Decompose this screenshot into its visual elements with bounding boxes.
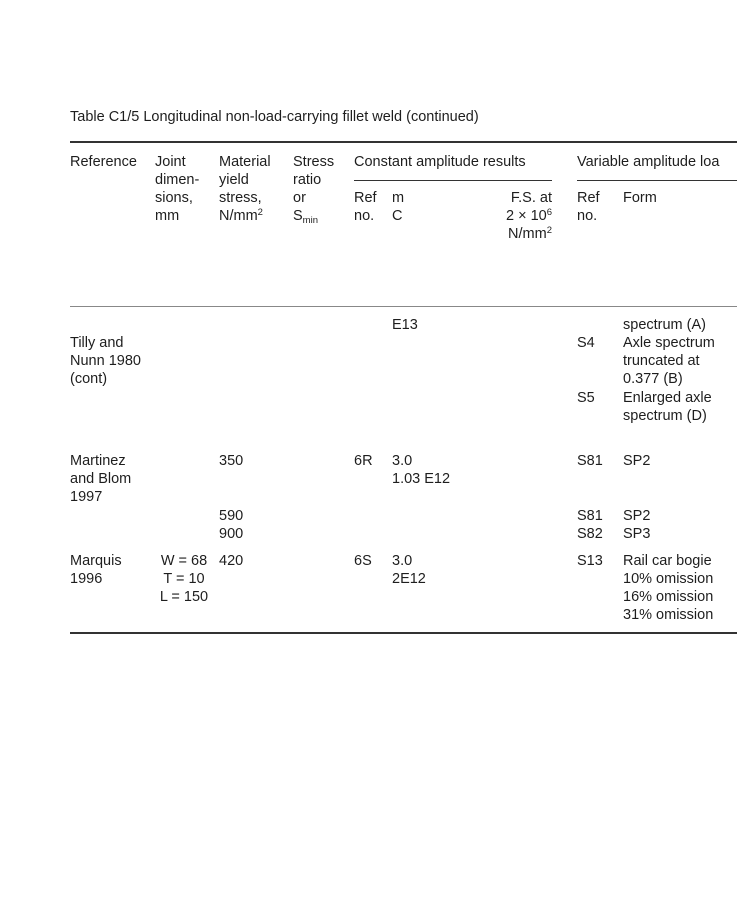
joint-line: L = 150: [159, 589, 209, 605]
joint-line: T = 10: [163, 571, 205, 587]
material-line: 590: [219, 508, 244, 524]
reference-line: Tilly and: [70, 335, 124, 351]
mc-line: 2E12: [392, 571, 426, 587]
header-constant-group: Constant amplitude results: [354, 154, 526, 170]
row-marquis-form: [623, 552, 713, 624]
row-tilly-va-ref-s5: S5: [577, 390, 595, 406]
row-martinez-material: 350: [219, 453, 244, 469]
form-line: SP2: [623, 508, 651, 524]
header-ca-ref-line: Ref: [354, 190, 377, 206]
header-joint-line: dimen-: [155, 172, 200, 188]
header-variable-group: Variable amplitude loa: [577, 154, 720, 170]
mc-line: 3.0: [392, 453, 413, 469]
row-tilly-form-b: [623, 389, 712, 425]
row-martinez-mc: [392, 452, 450, 488]
row-tilly-reference: [70, 334, 141, 388]
header-material-line: Material: [219, 154, 271, 170]
header-stress-smin: $S_{min}$: [293, 208, 318, 226]
row-martinez-ca-ref: 6R: [354, 453, 373, 469]
joint-line: W = 68: [160, 553, 208, 569]
row-marquis-joint: [152, 552, 216, 606]
header-stress-line: Stress: [293, 154, 335, 170]
material-line: 900: [219, 526, 244, 542]
form-line: 10% omission: [623, 571, 714, 587]
reference-line: 1996: [70, 571, 103, 587]
header-reference: Reference: [70, 154, 137, 170]
header-ca-fs: [490, 189, 552, 243]
table-caption: Table C1/5 Longitudinal non-load-carrying fillet weld (continued): [70, 109, 479, 125]
header-material-unit: $N/mm^2$: [219, 207, 263, 224]
mc-line: 3.0: [392, 553, 413, 569]
header-ca-ref-line: no.: [354, 208, 375, 224]
header-bottom-rule: [70, 306, 737, 307]
form-line: 0.377 (B): [623, 371, 683, 387]
header-joint-line: sions,: [155, 190, 193, 206]
header-va-ref-line: Ref: [577, 190, 600, 206]
row-marquis-reference: [70, 552, 122, 588]
header-va-form: Form: [623, 190, 657, 206]
form-line: spectrum (A): [623, 317, 706, 333]
row-tilly-form-a: [623, 316, 715, 388]
reference-line: Marquis: [70, 553, 122, 569]
row-marquis-ca-ref: 6S: [354, 553, 372, 569]
header-stress-line: ratio: [293, 172, 322, 188]
mc-line: 1.03 E12: [392, 471, 451, 487]
top-rule: [70, 141, 737, 143]
header-va-ref: [577, 189, 600, 225]
form-line: Axle spectrum: [623, 335, 715, 351]
header-material: [219, 153, 271, 225]
row-martinez2-va-ref: [577, 507, 603, 543]
header-material-line: yield: [219, 172, 249, 188]
row-marquis-mc: [392, 552, 426, 588]
header-stress: [293, 153, 334, 225]
reference-line: Nunn 1980: [70, 353, 141, 369]
constant-group-rule: [354, 180, 552, 181]
form-line: 31% omission: [623, 607, 714, 623]
form-line: Enlarged axle: [623, 390, 712, 406]
header-stress-line: or: [293, 190, 306, 206]
row-martinez-form: SP2: [623, 453, 651, 469]
bottom-rule: [70, 632, 737, 634]
row-martinez2-material: [219, 507, 243, 543]
row-tilly-mc: E13: [392, 317, 418, 333]
form-line: SP3: [623, 526, 651, 542]
header-material-line: stress,: [219, 190, 262, 206]
header-joint-line: mm: [155, 208, 180, 224]
header-ca-mc-line: C: [392, 208, 403, 224]
header-joint-line: Joint: [155, 154, 186, 170]
row-marquis-va-ref: S13: [577, 553, 603, 569]
form-line: truncated at: [623, 353, 700, 369]
header-va-ref-line: no.: [577, 208, 598, 224]
header-ca-ref: [354, 189, 377, 225]
row-martinez2-form: [623, 507, 650, 543]
va-ref-line: S81: [577, 508, 603, 524]
header-ca-mc: [392, 189, 404, 225]
form-line: spectrum (D): [623, 408, 707, 424]
header-ca-fs-line: $N/mm^2$: [508, 225, 552, 242]
row-martinez-reference: [70, 452, 131, 506]
form-line: Rail car bogie: [623, 553, 712, 569]
reference-line: Martinez: [70, 453, 126, 469]
reference-line: (cont): [70, 371, 108, 387]
header-ca-fs-line: F.S. at: [510, 190, 552, 206]
va-ref-line: S82: [577, 526, 603, 542]
reference-line: and Blom: [70, 471, 132, 487]
reference-line: 1997: [70, 489, 103, 505]
row-martinez-va-ref: S81: [577, 453, 603, 469]
row-marquis-material: 420: [219, 553, 244, 569]
variable-group-rule: [577, 180, 737, 181]
header-joint: [155, 153, 199, 225]
header-ca-fs-line: $2 \times 10^6$: [505, 207, 552, 224]
header-ca-mc-line: m: [392, 190, 405, 206]
row-tilly-va-ref-s4: S4: [577, 335, 595, 351]
form-line: 16% omission: [623, 589, 714, 605]
